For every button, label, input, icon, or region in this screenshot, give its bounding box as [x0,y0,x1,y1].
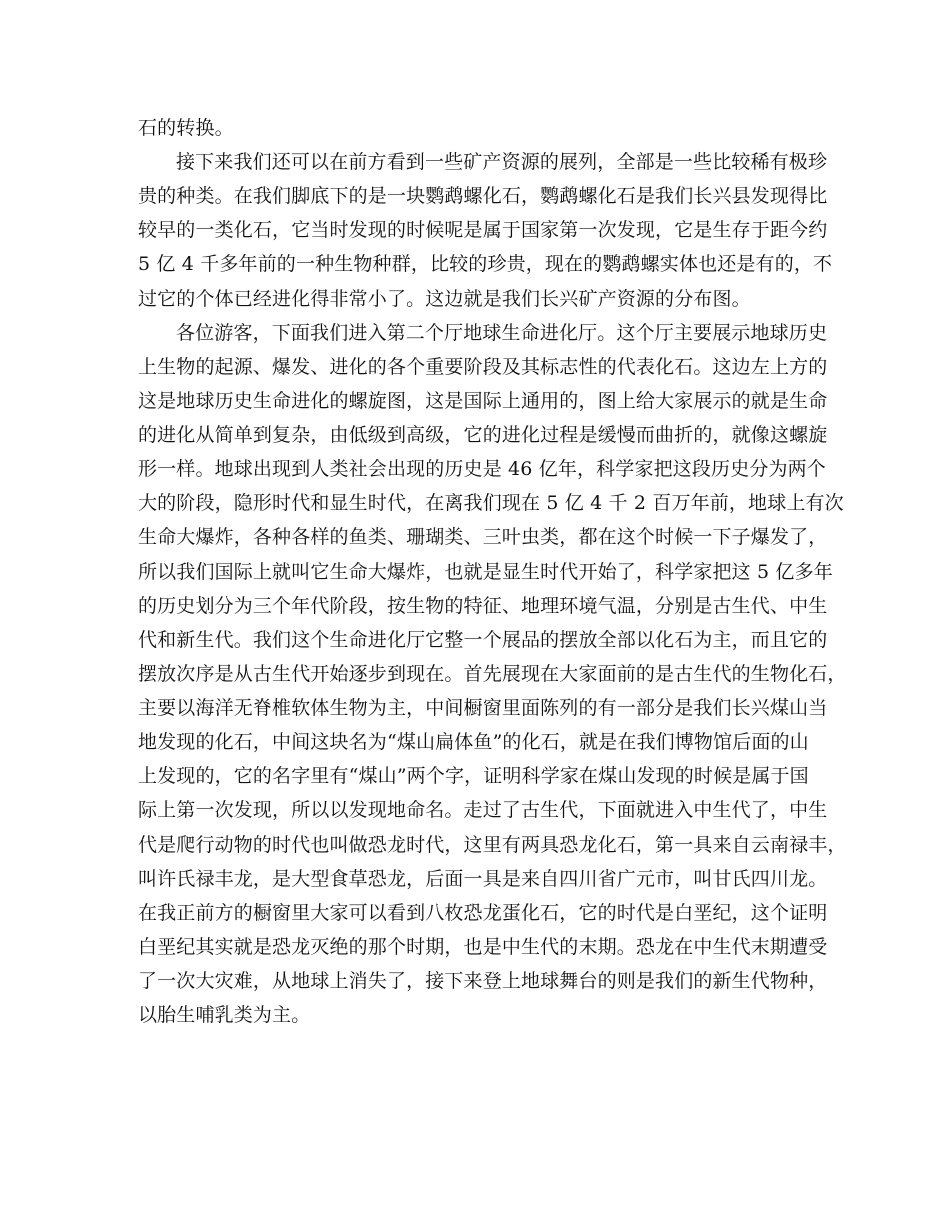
text-line: 石的转换。 [138,117,234,139]
text-line: 上生物的起源、爆发、进化的各个重要阶段及其标志性的代表化石。这边左上方的 [138,356,828,378]
text-line: 生命大爆炸，各种各样的鱼类、珊瑚类、三叶虫类，都在这个时候一下子爆发了， [138,526,828,548]
text-line: 较早的一类化石，它当时发现的时候呢是属于国家第一次发现，它是生存于距今约 [138,219,828,241]
text-line: 了一次大灾难，从地球上消失了，接下来登上地球舞台的则是我们的新生代物种， [138,970,828,992]
text-line: 摆放次序是从古生代开始逐步到现在。首先展现在大家面前的是古生代的生物化石， [138,663,847,685]
text-line: 的历史划分为三个年代阶段，按生物的特征、地理环境气温，分别是古生代、中生 [138,595,828,617]
text-line: 主要以海洋无脊椎软体生物为主，中间橱窗里面陈列的有一部分是我们长兴煤山当 [138,697,828,719]
text-line: 过它的个体已经进化得非常小了。这边就是我们长兴矿产资源的分布图。 [138,288,751,310]
text-line: 5 亿 4 千多年前的一种生物种群，比较的珍贵，现在的鹦鹉螺实体也还是有的，不 [138,253,833,275]
text-line: 上发现的，它的名字里有“煤山”两个字，证明科学家在煤山发现的时候是属于国 [138,765,809,787]
text-line: 代和新生代。我们这个生命进化厅它整一个展品的摆放全部以化石为主，而且它的 [138,629,828,651]
text-line: 白垩纪其实就是恐龙灭绝的那个时期，也是中生代的末期。恐龙在中生代末期遭受 [138,936,828,958]
text-line: 的进化从简单到复杂，由低级到高级，它的进化过程是缓慢而曲折的，就像这螺旋 [138,424,828,446]
text-line: 在我正前方的橱窗里大家可以看到八枚恐龙蛋化石，它的时代是白垩纪，这个证明 [138,902,828,924]
text-line: 际上第一次发现，所以以发现地命名。走过了古生代，下面就进入中生代了，中生 [138,799,828,821]
text-line: 贵的种类。在我们脚底下的是一块鹦鹉螺化石，鹦鹉螺化石是我们长兴县发现得比 [138,185,828,207]
text-line: 叫许氏禄丰龙，是大型食草恐龙，后面一具是来自四川省广元市，叫甘氏四川龙。 [138,868,828,890]
text-line: 以胎生哺乳类为主。 [138,1004,311,1026]
text-line: 形一样。地球出现到人类社会出现的历史是 46 亿年，科学家把这段历史分为两个 [138,458,826,480]
text-line: 所以我们国际上就叫它生命大爆炸，也就是显生时代开始了，科学家把这 5 亿多年 [138,561,833,583]
text-line: 大的阶段，隐形时代和显生时代，在离我们现在 5 亿 4 千 2 百万年前，地球上有次 [138,492,844,514]
text-line: 这是地球历史生命进化的螺旋图，这是国际上通用的，图上给大家展示的就是生命 [138,390,828,412]
paragraph-start-line: 接下来我们还可以在前方看到一些矿产资源的展列，全部是一些比较稀有极珍 [176,151,828,173]
text-line: 代是爬行动物的时代也叫做恐龙时代，这里有两具恐龙化石，第一具来自云南禄丰， [138,834,847,856]
text-line: 地发现的化石，中间这块名为“煤山扁体鱼”的化石，就是在我们博物馆后面的山 [138,731,809,753]
paragraph-start-line: 各位游客，下面我们进入第二个厅地球生命进化厅。这个厅主要展示地球历史 [176,322,828,344]
